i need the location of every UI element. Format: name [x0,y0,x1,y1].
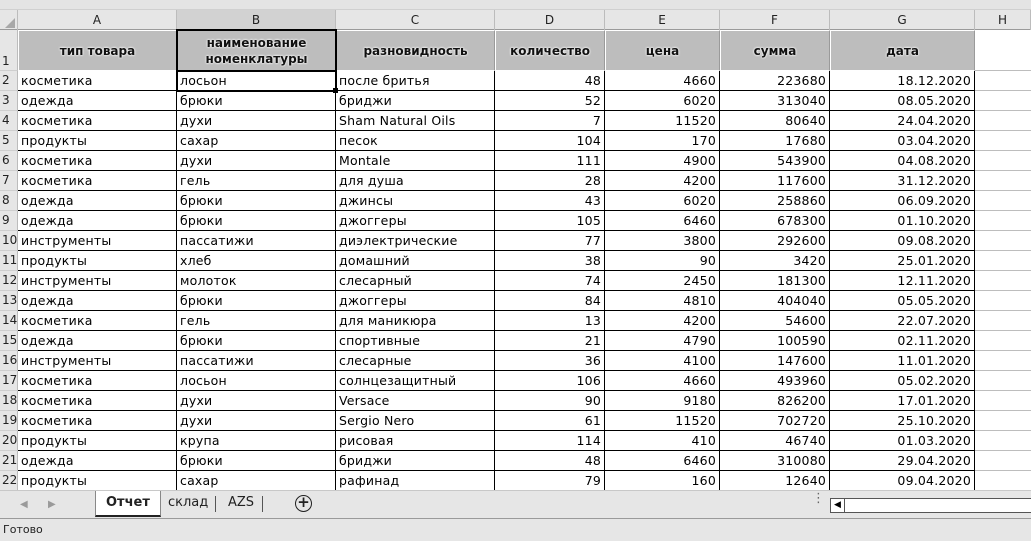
cell-b21[interactable]: брюки [177,451,336,471]
row-header[interactable]: 3 [0,91,18,111]
header-variety[interactable]: разновидность [336,30,495,71]
row-header[interactable]: 12 [0,271,18,291]
cell-d16[interactable]: 36 [495,351,605,371]
cell-h11[interactable] [975,251,1031,271]
cell-h9[interactable] [975,211,1031,231]
cell-b4[interactable]: духи [177,111,336,131]
column-header-row [0,10,1031,30]
row-header[interactable]: 13 [0,291,18,311]
header-sum[interactable]: сумма [720,30,830,71]
row-header[interactable]: 10 [0,231,18,251]
cell-h8[interactable] [975,191,1031,211]
cell-d12[interactable]: 74 [495,271,605,291]
cell-g20[interactable]: 01.03.2020 [830,431,975,451]
cell-h19[interactable] [975,411,1031,431]
cell-h1[interactable] [975,30,1031,71]
cell-h12[interactable] [975,271,1031,291]
cell-d21[interactable]: 48 [495,451,605,471]
cell-a8[interactable]: одежда [18,191,177,211]
tab-separator [262,496,263,512]
status-text: Готово [3,523,43,536]
cell-a3[interactable]: одежда [18,91,177,111]
cell-e20[interactable]: 410 [605,431,720,451]
cell-d22[interactable]: 79 [495,471,605,491]
cell-f3[interactable]: 313040 [720,91,830,111]
cell-d8[interactable]: 43 [495,191,605,211]
cell-c2[interactable]: после бритья [336,71,495,91]
cell-c14[interactable]: для маникюра [336,311,495,331]
row-header[interactable]: 1 [0,30,18,71]
cell-e5[interactable]: 170 [605,131,720,151]
cell-d6[interactable]: 111 [495,151,605,171]
ribbon-edge [0,0,1031,10]
sheet-tab-sklad[interactable]: склад [168,495,209,510]
cell-e13[interactable]: 4810 [605,291,720,311]
next-sheet-icon[interactable]: ▶ [48,499,56,510]
cell-e18[interactable]: 9180 [605,391,720,411]
fill-handle[interactable] [333,88,338,93]
cell-c15[interactable]: спортивные [336,331,495,351]
cell-f10[interactable]: 292600 [720,231,830,251]
cell-g14[interactable]: 22.07.2020 [830,311,975,331]
cell-e6[interactable]: 4900 [605,151,720,171]
cell-d7[interactable]: 28 [495,171,605,191]
cell-c19[interactable]: Sergio Nero [336,411,495,431]
cell-h4[interactable] [975,111,1031,131]
cell-a4[interactable]: косметика [18,111,177,131]
cell-h21[interactable] [975,451,1031,471]
cell-g9[interactable]: 01.10.2020 [830,211,975,231]
cell-b15[interactable]: брюки [177,331,336,351]
status-bar [0,519,1031,541]
cell-e7[interactable]: 4200 [605,171,720,191]
column-header-b[interactable]: B [177,10,336,30]
cell-d9[interactable]: 105 [495,211,605,231]
column-header-d[interactable]: D [495,10,605,30]
row-header[interactable]: 17 [0,371,18,391]
cell-f4[interactable]: 80640 [720,111,830,131]
row-header[interactable]: 6 [0,151,18,171]
cell-e4[interactable]: 11520 [605,111,720,131]
cell-d11[interactable]: 38 [495,251,605,271]
cell-d17[interactable]: 106 [495,371,605,391]
prev-sheet-icon[interactable]: ◀ [20,499,28,510]
cell-b22[interactable]: сахар [177,471,336,491]
cell-a20[interactable]: продукты [18,431,177,451]
header-date[interactable]: дата [830,30,975,71]
cell-a10[interactable]: инструменты [18,231,177,251]
cell-d19[interactable]: 61 [495,411,605,431]
cell-h7[interactable] [975,171,1031,191]
cell-f20[interactable]: 46740 [720,431,830,451]
cell-f9[interactable]: 678300 [720,211,830,231]
cell-e19[interactable]: 11520 [605,411,720,431]
cell-g6[interactable]: 04.08.2020 [830,151,975,171]
cell-b14[interactable]: гель [177,311,336,331]
row-header[interactable]: 15 [0,331,18,351]
cell-g18[interactable]: 17.01.2020 [830,391,975,411]
cell-c21[interactable]: бриджи [336,451,495,471]
cell-f5[interactable]: 17680 [720,131,830,151]
cell-g13[interactable]: 05.05.2020 [830,291,975,311]
cell-c18[interactable]: Versace [336,391,495,411]
cell-f22[interactable]: 12640 [720,471,830,491]
cell-h20[interactable] [975,431,1031,451]
column-header-a[interactable]: A [18,10,177,30]
row-header[interactable]: 18 [0,391,18,411]
cell-a12[interactable]: инструменты [18,271,177,291]
cell-d14[interactable]: 13 [495,311,605,331]
cell-a11[interactable]: продукты [18,251,177,271]
cell-g8[interactable]: 06.09.2020 [830,191,975,211]
cell-g10[interactable]: 09.08.2020 [830,231,975,251]
header-price[interactable]: цена [605,30,720,71]
cell-d4[interactable]: 7 [495,111,605,131]
cell-a14[interactable]: косметика [18,311,177,331]
cell-a21[interactable]: одежда [18,451,177,471]
row-header[interactable]: 2 [0,71,18,91]
row-header[interactable]: 20 [0,431,18,451]
cell-g19[interactable]: 25.10.2020 [830,411,975,431]
more-options-icon[interactable]: ⋮ [812,491,825,506]
cell-c20[interactable]: рисовая [336,431,495,451]
cell-b9[interactable]: брюки [177,211,336,231]
cell-a16[interactable]: инструменты [18,351,177,371]
cell-e14[interactable]: 4200 [605,311,720,331]
cell-d20[interactable]: 114 [495,431,605,451]
cell-g7[interactable]: 31.12.2020 [830,171,975,191]
select-all-corner[interactable] [0,10,18,30]
cell-b8[interactable]: брюки [177,191,336,211]
cell-h2[interactable] [975,71,1031,91]
cell-c16[interactable]: слесарные [336,351,495,371]
cell-h6[interactable] [975,151,1031,171]
cell-f21[interactable]: 310080 [720,451,830,471]
row-header[interactable]: 5 [0,131,18,151]
cell-e11[interactable]: 90 [605,251,720,271]
cell-f15[interactable]: 100590 [720,331,830,351]
cell-a9[interactable]: одежда [18,211,177,231]
cell-c17[interactable]: солнцезащитный [336,371,495,391]
cell-b13[interactable]: брюки [177,291,336,311]
cell-g3[interactable]: 08.05.2020 [830,91,975,111]
cell-h18[interactable] [975,391,1031,411]
cell-b11[interactable]: хлеб [177,251,336,271]
cell-g21[interactable]: 29.04.2020 [830,451,975,471]
cell-f7[interactable]: 117600 [720,171,830,191]
cell-g5[interactable]: 03.04.2020 [830,131,975,151]
cell-h22[interactable] [975,471,1031,491]
cell-a17[interactable]: косметика [18,371,177,391]
cell-c6[interactable]: Montale [336,151,495,171]
cell-b20[interactable]: крупа [177,431,336,451]
cell-h16[interactable] [975,351,1031,371]
cell-f17[interactable]: 493960 [720,371,830,391]
cell-b6[interactable]: духи [177,151,336,171]
cell-h14[interactable] [975,311,1031,331]
cell-d15[interactable]: 21 [495,331,605,351]
cell-h3[interactable] [975,91,1031,111]
cell-h13[interactable] [975,291,1031,311]
row-header[interactable]: 22 [0,471,18,491]
cell-c8[interactable]: джинсы [336,191,495,211]
header-qty[interactable]: количество [495,30,605,71]
cell-g4[interactable]: 24.04.2020 [830,111,975,131]
cell-a2[interactable]: косметика [18,71,177,91]
cell-e15[interactable]: 4790 [605,331,720,351]
cell-a6[interactable]: косметика [18,151,177,171]
row-header[interactable]: 4 [0,111,18,131]
add-sheet-icon[interactable]: + [295,495,312,512]
cell-e2[interactable]: 4660 [605,71,720,91]
cell-h17[interactable] [975,371,1031,391]
cell-b3[interactable]: брюки [177,91,336,111]
cell-d13[interactable]: 84 [495,291,605,311]
cell-f18[interactable]: 826200 [720,391,830,411]
cell-c11[interactable]: домашний [336,251,495,271]
scroll-left-icon[interactable]: ◀ [831,499,845,512]
cell-f8[interactable]: 258860 [720,191,830,211]
cell-c22[interactable]: рафинад [336,471,495,491]
row-header[interactable]: 21 [0,451,18,471]
column-header-c[interactable]: C [336,10,495,30]
cell-f19[interactable]: 702720 [720,411,830,431]
header-name[interactable] [177,30,336,71]
cell-e22[interactable]: 160 [605,471,720,491]
cell-e8[interactable]: 6020 [605,191,720,211]
column-header-e[interactable]: E [605,10,720,30]
cell-f16[interactable]: 147600 [720,351,830,371]
row-header[interactable]: 11 [0,251,18,271]
cell-e17[interactable]: 4660 [605,371,720,391]
cell-c12[interactable]: слесарный [336,271,495,291]
row-header[interactable]: 14 [0,311,18,331]
cell-b18[interactable]: духи [177,391,336,411]
cell-c7[interactable]: для душа [336,171,495,191]
cell-e3[interactable]: 6020 [605,91,720,111]
cell-b16[interactable]: пассатижи [177,351,336,371]
cell-h5[interactable] [975,131,1031,151]
cell-f6[interactable]: 543900 [720,151,830,171]
cell-c13[interactable]: джоггеры [336,291,495,311]
sheet-tab-azs[interactable]: AZS [228,495,255,510]
cell-c10[interactable]: диэлектрические [336,231,495,251]
cell-g22[interactable]: 09.04.2020 [830,471,975,491]
cell-f14[interactable]: 54600 [720,311,830,331]
sheet-tab-bar [0,490,1031,519]
column-header-f[interactable]: F [720,10,830,30]
row-header[interactable]: 7 [0,171,18,191]
row-header[interactable]: 8 [0,191,18,211]
cell-c9[interactable]: джоггеры [336,211,495,231]
cell-g17[interactable]: 05.02.2020 [830,371,975,391]
header-name-line1: наименование [206,35,307,50]
cell-g16[interactable]: 11.01.2020 [830,351,975,371]
cell-d2[interactable]: 48 [495,71,605,91]
column-header-g[interactable]: G [830,10,975,30]
cell-c4[interactable]: Sham Natural Oils [336,111,495,131]
cell-h15[interactable] [975,331,1031,351]
cell-a5[interactable]: продукты [18,131,177,151]
cell-g12[interactable]: 12.11.2020 [830,271,975,291]
cell-f13[interactable]: 404040 [720,291,830,311]
header-type[interactable]: тип товара [18,30,177,71]
cell-b2[interactable]: лосьон [177,71,336,91]
cell-f2[interactable]: 223680 [720,71,830,91]
cell-d18[interactable]: 90 [495,391,605,411]
cell-d3[interactable]: 52 [495,91,605,111]
cell-f11[interactable]: 3420 [720,251,830,271]
cell-a7[interactable]: косметика [18,171,177,191]
header-name-line2: номенклатуры [205,51,308,66]
horizontal-scrollbar[interactable] [830,498,1031,513]
cell-b12[interactable]: молоток [177,271,336,291]
cell-e10[interactable]: 3800 [605,231,720,251]
cell-h10[interactable] [975,231,1031,251]
cell-a22[interactable]: продукты [18,471,177,491]
row-header[interactable]: 19 [0,411,18,431]
cell-g11[interactable]: 25.01.2020 [830,251,975,271]
cell-g15[interactable]: 02.11.2020 [830,331,975,351]
cell-e9[interactable]: 6460 [605,211,720,231]
row-header[interactable]: 16 [0,351,18,371]
column-header-h[interactable]: H [975,10,1031,30]
cell-b17[interactable]: лосьон [177,371,336,391]
cell-a18[interactable]: косметика [18,391,177,411]
cell-d10[interactable]: 77 [495,231,605,251]
cell-b19[interactable]: духи [177,411,336,431]
cell-a15[interactable]: одежда [18,331,177,351]
cell-c3[interactable]: бриджи [336,91,495,111]
cell-e16[interactable]: 4100 [605,351,720,371]
cell-d5[interactable]: 104 [495,131,605,151]
cell-c5[interactable]: песок [336,131,495,151]
cell-e12[interactable]: 2450 [605,271,720,291]
sheet-tab-otchet[interactable]: Отчет [95,491,161,517]
cell-g2[interactable]: 18.12.2020 [830,71,975,91]
cell-b7[interactable]: гель [177,171,336,191]
row-header[interactable]: 9 [0,211,18,231]
cell-b5[interactable]: сахар [177,131,336,151]
cell-a19[interactable]: косметика [18,411,177,431]
cell-b10[interactable]: пассатижи [177,231,336,251]
tab-separator [215,496,216,512]
cell-a13[interactable]: одежда [18,291,177,311]
cell-e21[interactable]: 6460 [605,451,720,471]
cell-f12[interactable]: 181300 [720,271,830,291]
